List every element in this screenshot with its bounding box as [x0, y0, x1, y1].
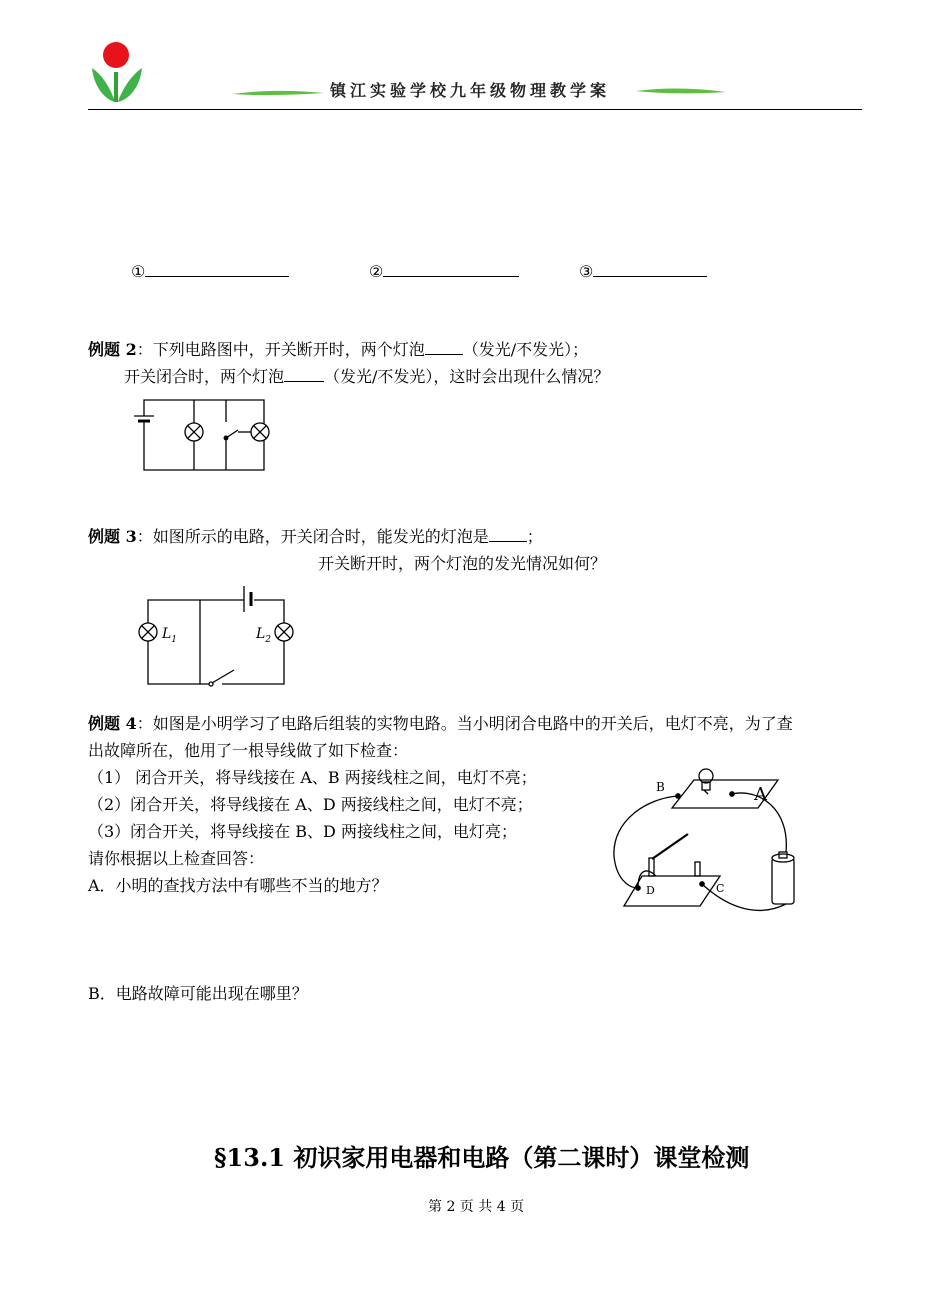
example3-label: 例题 3 [88, 527, 137, 546]
section-title: §13.1 初识家用电器和电路（第二课时）课堂检测 [214, 1143, 750, 1172]
fig-label-d: D [646, 884, 655, 897]
example2-line2 [124, 367, 609, 387]
blank-item-1 [131, 262, 289, 282]
example2-circuit-diagram [128, 392, 278, 474]
fig-label-c: C [716, 882, 725, 895]
example4-physical-circuit [608, 758, 808, 920]
answer-blank-1[interactable] [145, 276, 289, 277]
example2-text1-tail: （发光/不发光）； [462, 340, 589, 359]
header-decoration-left [232, 84, 324, 96]
blank-item-3 [579, 262, 707, 282]
example3-blank[interactable] [489, 541, 527, 542]
header-decoration-right [636, 82, 726, 94]
example4-question-b: B．电路故障可能出现在哪里？ [88, 984, 308, 1003]
example4-line1 [88, 714, 793, 734]
example3-circuit-diagram [134, 578, 304, 690]
example2-label: 例题 2 [88, 340, 137, 359]
example4-text1: ：如图是小明学习了电路后组装的实物电路。当小明闭合电路中的开关后，电灯不亮，为了查 [136, 714, 793, 733]
page-footer: 第 2 页 共 4 页 [428, 1199, 525, 1215]
lamp-l1-label: $L_1$ [162, 626, 178, 645]
example4-step2: （2）闭合开关，将导线接在 A、D 两接线柱之间，电灯不亮； [88, 795, 533, 814]
school-title: 镇江实验学校九年级物理教学案 [330, 81, 611, 100]
example4-label: 例题 4 [88, 714, 137, 733]
example2-text1: ：下列电路图中，开关断开时，两个灯泡 [136, 340, 425, 359]
example4-step1: （1） 闭合开关，将导线接在 A、B 两接线柱之间，电灯不亮； [88, 768, 537, 787]
example4-prompt: 请你根据以上检查回答： [88, 849, 265, 868]
example2-line1 [88, 340, 588, 360]
blank-marker-2: ② [369, 262, 384, 281]
blank-marker-1: ① [131, 262, 146, 281]
fig-label-a: A [754, 784, 767, 805]
example3-line1 [88, 527, 543, 547]
fig-label-b: B [656, 780, 665, 794]
example4-line2: 出故障所在，他用了一根导线做了如下检查： [88, 741, 409, 760]
example2-text2-tail: （发光/不发光），这时会出现什么情况？ [324, 367, 610, 386]
example3-text1: ：如图所示的电路，开关闭合时，能发光的灯泡是 [136, 527, 489, 546]
example2-blank2[interactable] [284, 381, 324, 382]
example3-text1-tail: ； [526, 527, 543, 546]
blank-marker-3: ③ [579, 262, 594, 281]
header-rule [88, 109, 862, 110]
lamp-l2-label: $L_2$ [256, 626, 272, 645]
answer-blank-3[interactable] [593, 276, 707, 277]
example3-line2: 开关断开时，两个灯泡的发光情况如何？ [318, 554, 607, 573]
example4-step3: （3）闭合开关，将导线接在 B、D 两接线柱之间，电灯亮； [88, 822, 517, 841]
example4-question-a: A．小明的查找方法中有哪些不当的地方？ [88, 876, 388, 895]
example2-text2: 开关闭合时，两个灯泡 [124, 367, 285, 386]
example2-blank1[interactable] [425, 354, 463, 355]
answer-blank-2[interactable] [383, 276, 519, 277]
blank-item-2 [369, 262, 519, 282]
school-logo [88, 40, 148, 108]
flower-logo-icon [88, 40, 148, 108]
